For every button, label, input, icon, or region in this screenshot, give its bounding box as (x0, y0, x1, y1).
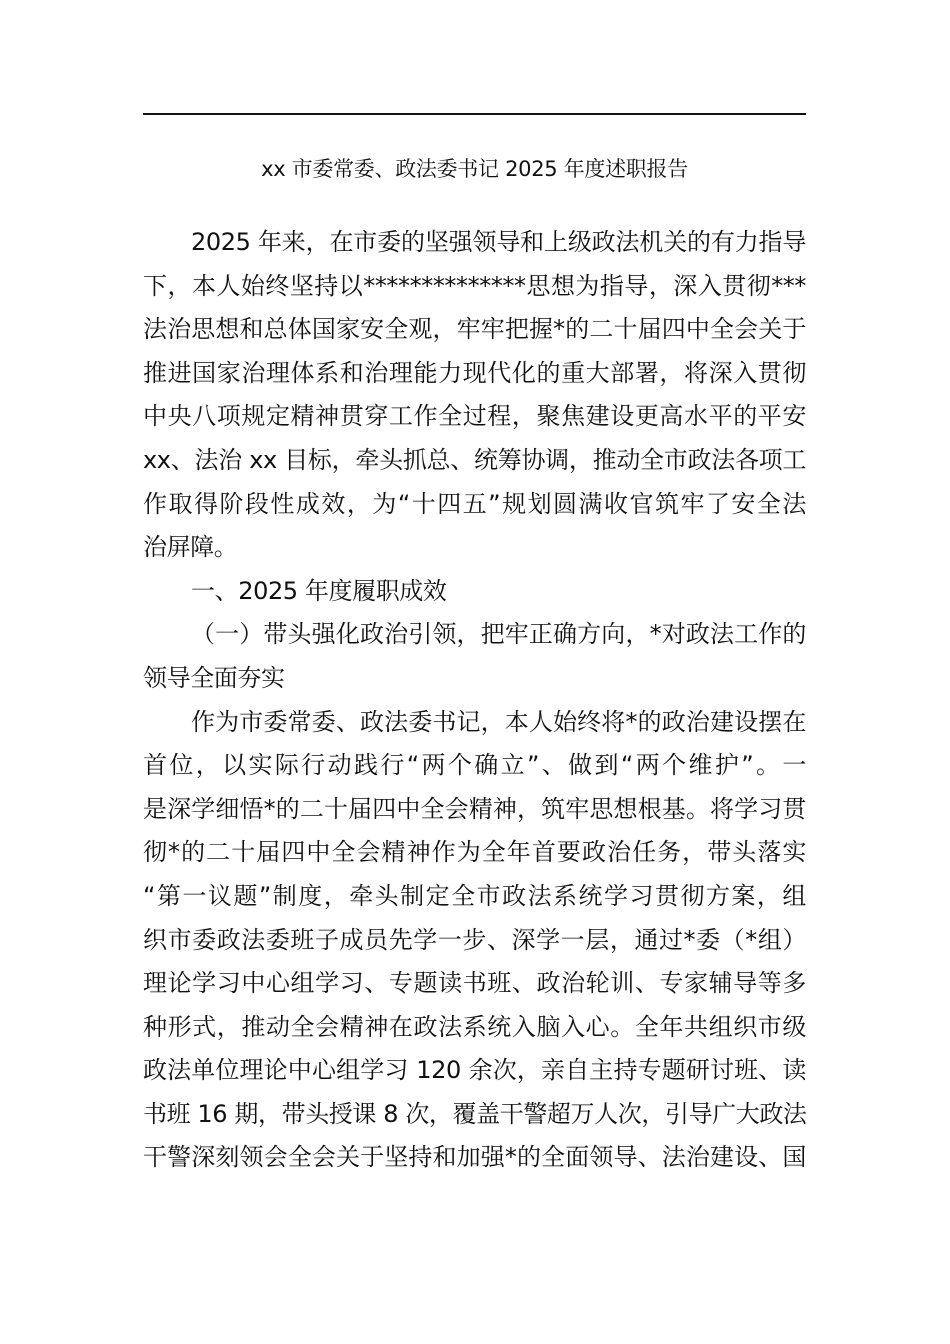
subsection-heading: 领导全面夯实 (143, 663, 285, 692)
intro-line: 下，本人始终坚持以**************思想为指导，深入贯彻*** (143, 271, 806, 300)
body-line: 是深学细悟*的二十届四中全会精神，筑牢思想根基。将学习贯 (143, 794, 806, 823)
body-line: 理论学习中心组学习、专题读书班、政治轮训、专家辅导等多 (143, 969, 806, 998)
body-line: “第一议题”制度，牵头制定全市政法系统学习贯彻方案，组 (143, 881, 806, 910)
body-line: 首位，以实际行动践行“两个确立”、做到“两个维护”。一 (143, 751, 806, 780)
header-rule (143, 113, 806, 115)
intro-line: 法治思想和总体国家安全观，牢牢把握*的二十届四中全会关于 (143, 315, 806, 344)
body-line: 政法单位理论中心组学习 120 余次，亲自主持专题研讨班、读 (143, 1056, 806, 1085)
intro-line: 推进国家治理体系和治理能力现代化的重大部署，将深入贯彻 (143, 358, 806, 387)
subsection-heading: （一）带头强化政治引领，把牢正确方向，*对政法工作的 (191, 620, 806, 649)
intro-line: 作取得阶段性成效，为“十四五”规划圆满收官筑牢了安全法 (143, 489, 806, 518)
body-line: 作为市委常委、政法委书记，本人始终将*的政治建设摆在 (191, 707, 806, 736)
intro-line: 治屏障。 (143, 533, 238, 562)
document-title: xx 市委常委、政法委书记 2025 年度述职报告 (261, 157, 688, 181)
intro-line: 2025 年来，在市委的坚强领导和上级政法机关的有力指导 (191, 228, 806, 256)
body-line: 书班 16 期，带头授课 8 次，覆盖干警超万人次，引导广大政法 (143, 1099, 807, 1128)
intro-line: xx、法治 xx 目标，牵头抓总、统筹协调，推动全市政法各项工 (143, 445, 806, 474)
body-line: 彻*的二十届四中全会精神作为全年首要政治任务，带头落实 (143, 838, 806, 867)
body-line: 织市委政法委班子成员先学一步、深学一层，通过*委（*组） (143, 925, 806, 954)
document-body (143, 221, 806, 1180)
intro-line: 中央八项规定精神贯穿工作全过程，聚焦建设更高水平的平安 (143, 402, 806, 431)
body-line: 种形式，推动全会精神在政法系统入脑入心。全年共组织市级 (143, 1012, 806, 1041)
body-line: 干警深刻领会全会关于坚持和加强*的全面领导、法治建设、国 (143, 1143, 806, 1172)
section-heading: 一、2025 年度履职成效 (191, 576, 447, 605)
